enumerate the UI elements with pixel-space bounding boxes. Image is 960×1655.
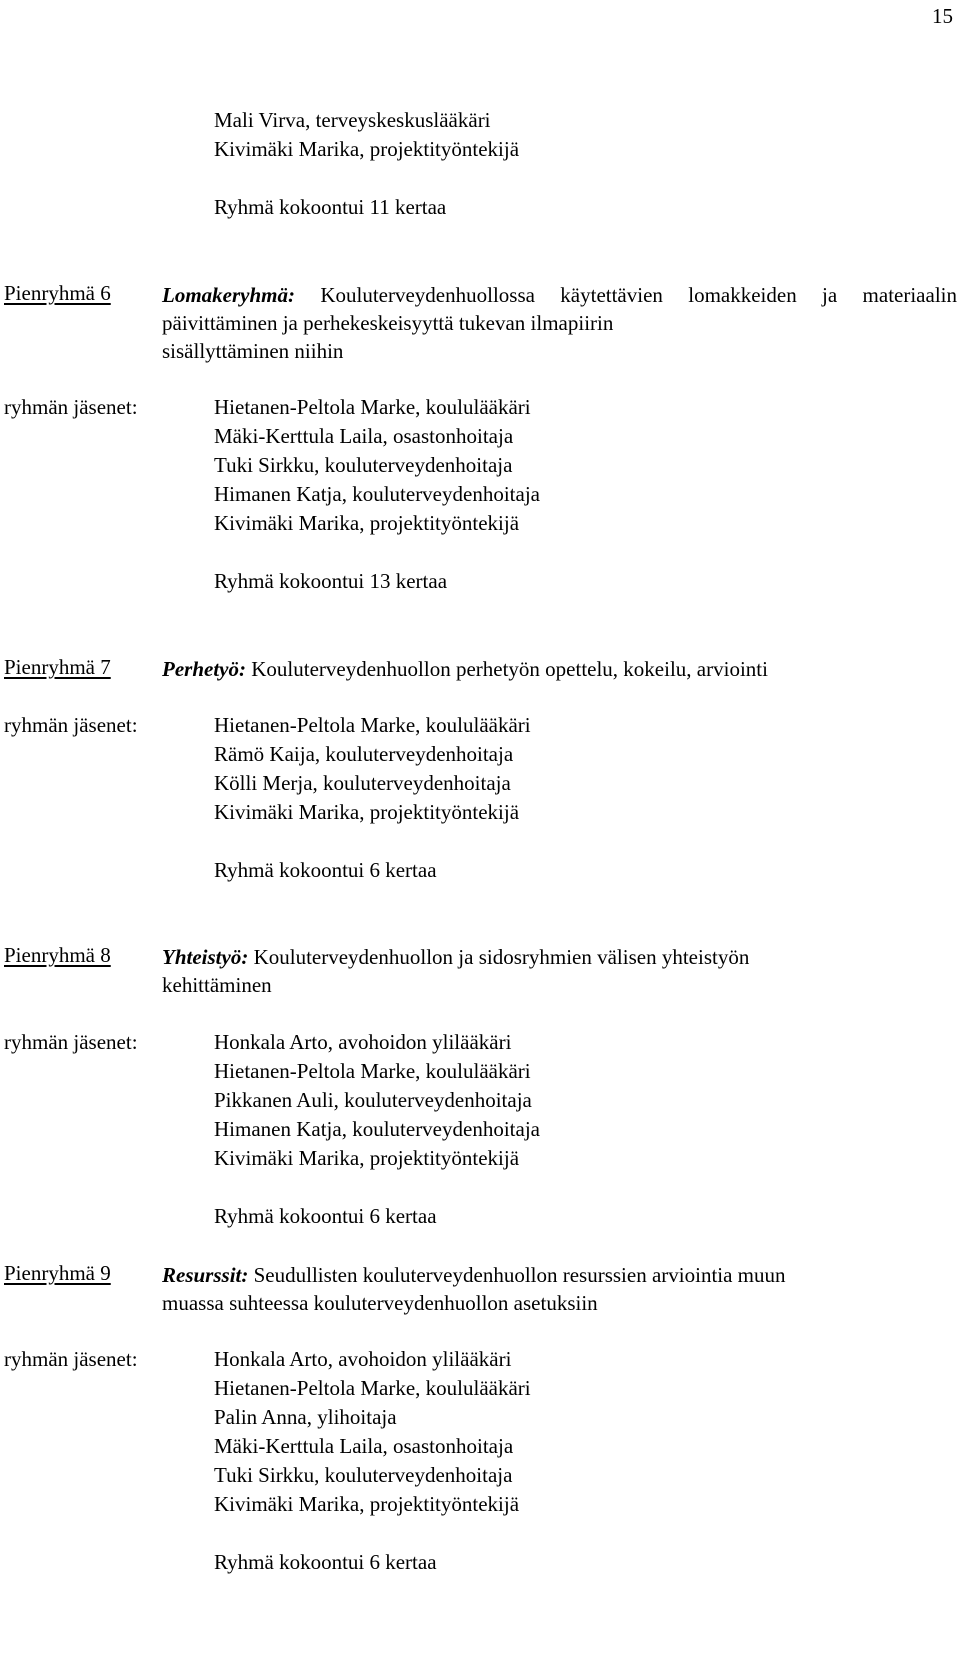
group-label: Pienryhmä 7 [4, 655, 111, 679]
members-label: ryhmän jäsenet: [4, 395, 138, 419]
group-description: Kouluterveydenhuollon perhetyön opettelu, kokeilu, arviointi [245, 657, 768, 681]
member-line: Tuki Sirkku, kouluterveydenhoitaja [214, 1463, 513, 1487]
group-description: Kouluterveydenhuollon ja sidosryhmien välisen yhteistyön [248, 945, 750, 969]
group-label: Pienryhmä 9 [4, 1261, 111, 1285]
group-title: Yhteistyö: [162, 945, 249, 969]
member-line: Hietanen-Peltola Marke, koululääkäri [214, 713, 531, 737]
group-description-cont: sisällyttäminen niihin [162, 339, 344, 363]
group-label: Pienryhmä 8 [4, 943, 111, 967]
members-label: ryhmän jäsenet: [4, 713, 138, 737]
member-line: Rämö Kaija, kouluterveydenhoitaja [214, 742, 514, 766]
group-title: Lomakeryhmä: [162, 283, 295, 307]
meetings-count: Ryhmä kokoontui 6 kertaa [214, 1550, 437, 1574]
member-line: Himanen Katja, kouluterveydenhoitaja [214, 1117, 540, 1141]
group-description: Kouluterveydenhuollossa käytettävien lomakkeiden ja materiaalin päivittäminen ja perhekeskeisyyttä tukevan ilmapiirin [162, 283, 957, 335]
group-topic [162, 1261, 957, 1317]
group-description-cont: muassa suhteessa kouluterveydenhuollon asetuksiin [162, 1291, 598, 1315]
member-line: Hietanen-Peltola Marke, koululääkäri [214, 1059, 531, 1083]
member-line: Tuki Sirkku, kouluterveydenhoitaja [214, 453, 513, 477]
member-line: Pikkanen Auli, kouluterveydenhoitaja [214, 1088, 532, 1112]
group-title: Resurssit: [162, 1263, 249, 1287]
member-line: Kivimäki Marika, projektityöntekijä [214, 800, 520, 824]
group-label: Pienryhmä 6 [4, 281, 111, 305]
meetings-count: Ryhmä kokoontui 6 kertaa [214, 858, 437, 882]
member-line: Kölli Merja, kouluterveydenhoitaja [214, 771, 511, 795]
group-topic [162, 281, 957, 365]
member-line: Hietanen-Peltola Marke, koululääkäri [214, 1376, 531, 1400]
member-line: Kivimäki Marika, projektityöntekijä [214, 511, 520, 535]
group-topic [162, 943, 957, 999]
members-label: ryhmän jäsenet: [4, 1030, 138, 1054]
page-number: 15 [932, 4, 953, 28]
member-line: Himanen Katja, kouluterveydenhoitaja [214, 482, 540, 506]
member-line: Kivimäki Marika, projektityöntekijä [214, 1146, 520, 1170]
member-line: Mali Virva, terveyskeskuslääkäri [214, 108, 491, 132]
meetings-count: Ryhmä kokoontui 13 kertaa [214, 569, 448, 593]
meetings-count: Ryhmä kokoontui 6 kertaa [214, 1204, 437, 1228]
member-line: Mäki-Kerttula Laila, osastonhoitaja [214, 424, 514, 448]
member-line: Honkala Arto, avohoidon ylilääkäri [214, 1347, 512, 1371]
group-description: Seudullisten kouluterveydenhuollon resurssien arviointia muun [248, 1263, 786, 1287]
group-title: Perhetyö: [162, 657, 246, 681]
member-line: Honkala Arto, avohoidon ylilääkäri [214, 1030, 512, 1054]
member-line: Hietanen-Peltola Marke, koululääkäri [214, 395, 531, 419]
meetings-count: Ryhmä kokoontui 11 kertaa [214, 195, 447, 219]
group-description-cont: kehittäminen [162, 973, 272, 997]
members-label: ryhmän jäsenet: [4, 1347, 138, 1371]
group-topic [162, 655, 957, 683]
member-line: Mäki-Kerttula Laila, osastonhoitaja [214, 1434, 514, 1458]
member-line: Kivimäki Marika, projektityöntekijä [214, 137, 520, 161]
member-line: Palin Anna, ylihoitaja [214, 1405, 397, 1429]
member-line: Kivimäki Marika, projektityöntekijä [214, 1492, 520, 1516]
